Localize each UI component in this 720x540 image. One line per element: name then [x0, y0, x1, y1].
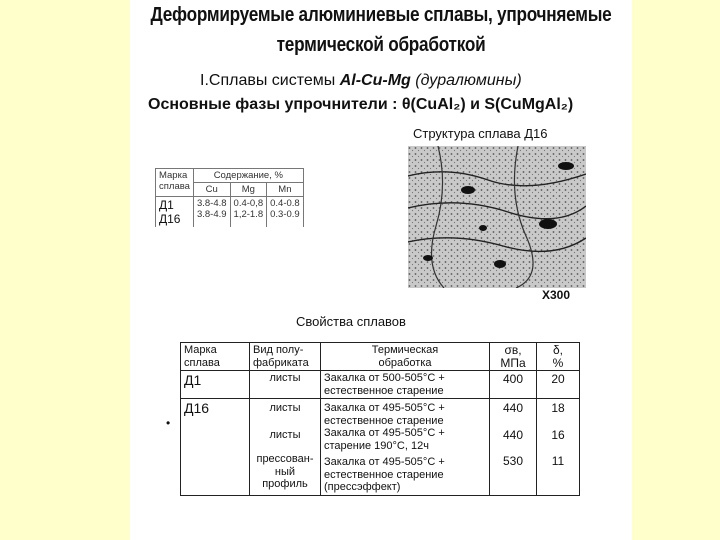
- table-row: Д1 Д16 3.8-4.8 3.8-4.9 0.4-0,8 1,2-1.8 0.4-0.8 0.3-0.9: [156, 197, 304, 228]
- title-line-2: термической обработкой: [276, 34, 486, 56]
- composition-grade-header: Марка сплава: [156, 169, 194, 197]
- composition-content-header: Содержание, %: [193, 169, 303, 183]
- bullet-mark: •: [166, 416, 171, 430]
- subtitle-prefix: I.Сплавы системы: [200, 72, 340, 89]
- strengthening-phases: Основные фазы упрочнители : θ(CuAl₂) и S(CuMgAl₂): [148, 96, 574, 113]
- microstructure-drawing: [408, 146, 586, 288]
- document-page: [130, 0, 632, 540]
- magnification-label: X300: [542, 288, 571, 302]
- column-mn: Mn: [267, 183, 304, 197]
- properties-header-row: Марка сплава Вид полу- фабриката Термическая обработка σв, МПа δ, %: [181, 343, 580, 371]
- table-row: Д16 листы листы прессован- ный профиль Закалка от 495-505°C + естественное старение Закалка от 495-505°C + старение 190°C, 12ч Закалка от 495-505°C + естественное старение (прессэффект) 440 440 530 18 16 11: [181, 399, 580, 496]
- column-mg: Mg: [230, 183, 267, 197]
- title-line-1: Деформируемые алюминиевые сплавы, упрочняемые: [150, 4, 612, 26]
- properties-table: [180, 342, 580, 496]
- subtitle-suffix: (дуралюмины): [410, 72, 522, 89]
- microstructure-image: [408, 146, 586, 288]
- composition-table: [155, 168, 304, 227]
- table-row: Д1 листы Закалка от 500-505°C + естественное старение 400 20: [181, 371, 580, 399]
- structure-caption: Структура сплава Д16: [413, 126, 548, 141]
- properties-caption: Свойства сплавов: [296, 314, 406, 329]
- alloy-system-heading: [200, 72, 522, 90]
- subtitle-system: Al-Cu-Mg: [339, 72, 411, 89]
- column-cu: Cu: [193, 183, 230, 197]
